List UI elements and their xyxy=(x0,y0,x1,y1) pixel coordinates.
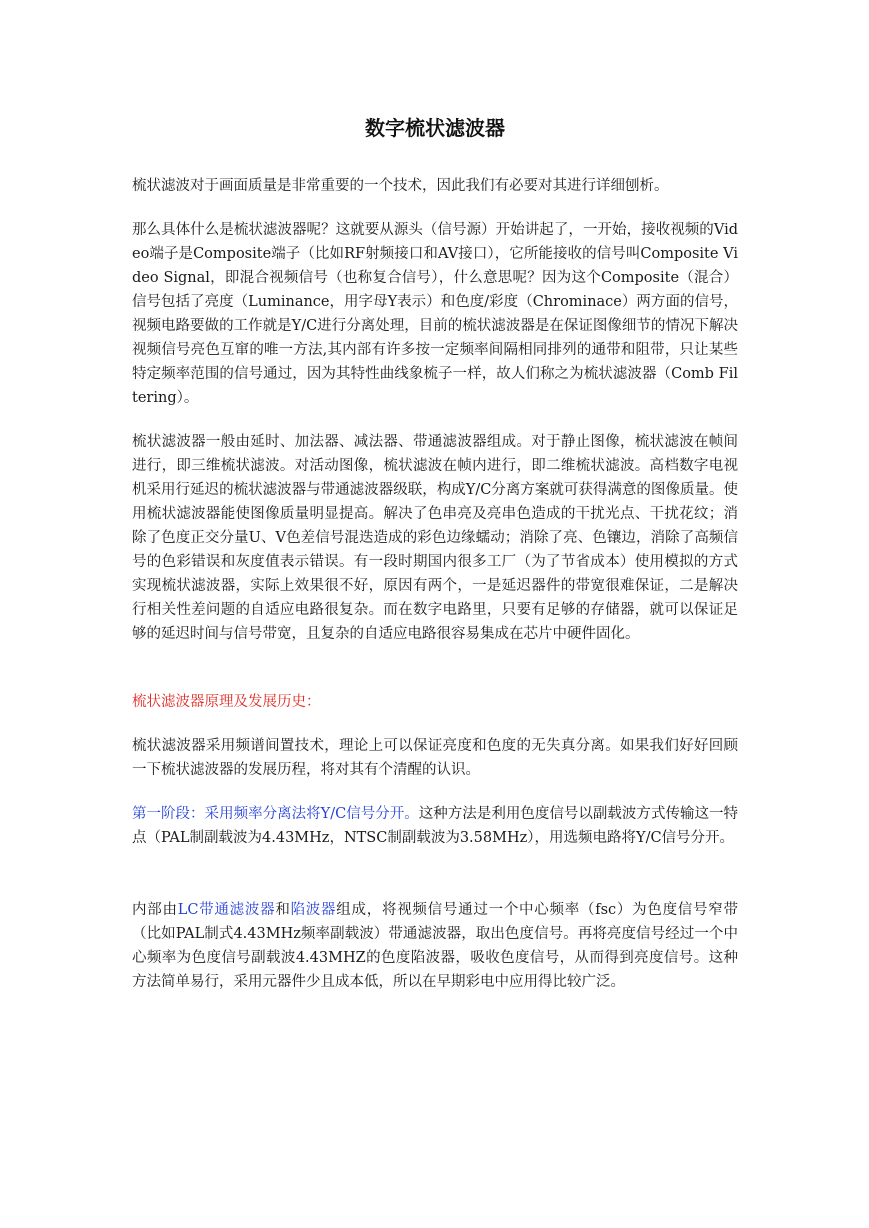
bandpass-filter-term: LC带通滤波器 xyxy=(177,902,276,918)
stage1-detail-prefix: 内部由 xyxy=(132,902,178,918)
stage1-paragraph xyxy=(132,802,738,850)
what-is-paragraph: 那么具体什么是梳状滤波器呢？这就要从源头（信号源）开始讲起了，一开始，接收视频的Video端子是Composite端子（比如RF射频接口和AV接口），它所能接收的信号叫Composite Video Signal，即混合视频信号（也称复合信号），什么意思呢？因为这个Composite（混合）信号包括了亮度（Luminance，用字母Y表示）和色度/彩度（Chrominace）两方面的信号，视频电路要做的工作就是Y/C进行分离处理，目前的梳状滤波器是在保证图像细节的情况下解决视频信号亮色互窜的唯一方法,其内部有许多按一定频率间隔相同排列的通带和阻带，只让某些特定频率范围的信号通过，因为其特性曲线象梳子一样，故人们称之为梳状滤波器（Comb Filtering）。 xyxy=(132,222,738,406)
composition-paragraph: 梳状滤波器一般由延时、加法器、减法器、带通滤波器组成。对于静止图像，梳状滤波在帧间进行，即三维梳状滤波。对活动图像，梳状滤波在帧内进行，即二维梳状滤波。高档数字电视机采用行延迟的梳状滤波器与带通滤波器级联，构成Y/C分离方案就可获得满意的图像质量。使用梳状滤波器能使图像质量明显提高。解决了色串亮及亮串色造成的干扰光点、干扰花纹；消除了色度正交分量U、V色差信号混迭造成的彩色边缘蠕动；消除了亮、色镶边，消除了高频信号的色彩错误和灰度值表示错误。有一段时期国内很多工厂（为了节省成本）使用模拟的方式实现梳状滤波器，实际上效果很不好，原因有两个，一是延迟器件的带宽很难保证，二是解决行相关性差问题的自适应电路很复杂。而在数字电路里，只要有足够的存储器，就可以保证足够的延迟时间与信号带宽，且复杂的自适应电路很容易集成在芯片中硬件固化。 xyxy=(132,434,738,642)
trap-filter-term: 陷波器 xyxy=(290,902,337,918)
intro-paragraph: 梳状滤波对于画面质量是非常重要的一个技术，因此我们有必要对其进行详细刨析。 xyxy=(132,178,669,194)
history-heading: 梳状滤波器原理及发展历史： xyxy=(132,694,321,710)
document-title: 数字梳状滤波器 xyxy=(365,116,505,140)
stage1-label: 第一阶段：采用频率分离法将Y/C信号分开。 xyxy=(132,806,419,822)
stage1-detail-paragraph xyxy=(132,898,738,994)
stage1-text: 这种方法是利用色度信号以副载波方式传输这一特点（PAL制副载波为4.43MHz，NTSC制副载波为3.58MHz），用选频电路将Y/C信号分开。 xyxy=(132,806,738,846)
stage1-detail-and: 和 xyxy=(275,902,291,918)
history-intro-paragraph: 梳状滤波器采用频谱间置技术，理论上可以保证亮度和色度的无失真分离。如果我们好好回顾一下梳状滤波器的发展历程，将对其有个清醒的认识。 xyxy=(132,738,738,778)
stage1-detail-text: 组成，将视频信号通过一个中心频率（fsc）为色度信号窄带（比如PAL制式4.43MHz频率副载波）带通滤波器，取出色度信号。再将亮度信号经过一个中心频率为色度信号副载波4.43MHZ的色度陷波器，吸收色度信号，从而得到亮度信号。这种方法简单易行，采用元器件少且成本低，所以在早期彩电中应用得比较广泛。 xyxy=(132,902,739,990)
